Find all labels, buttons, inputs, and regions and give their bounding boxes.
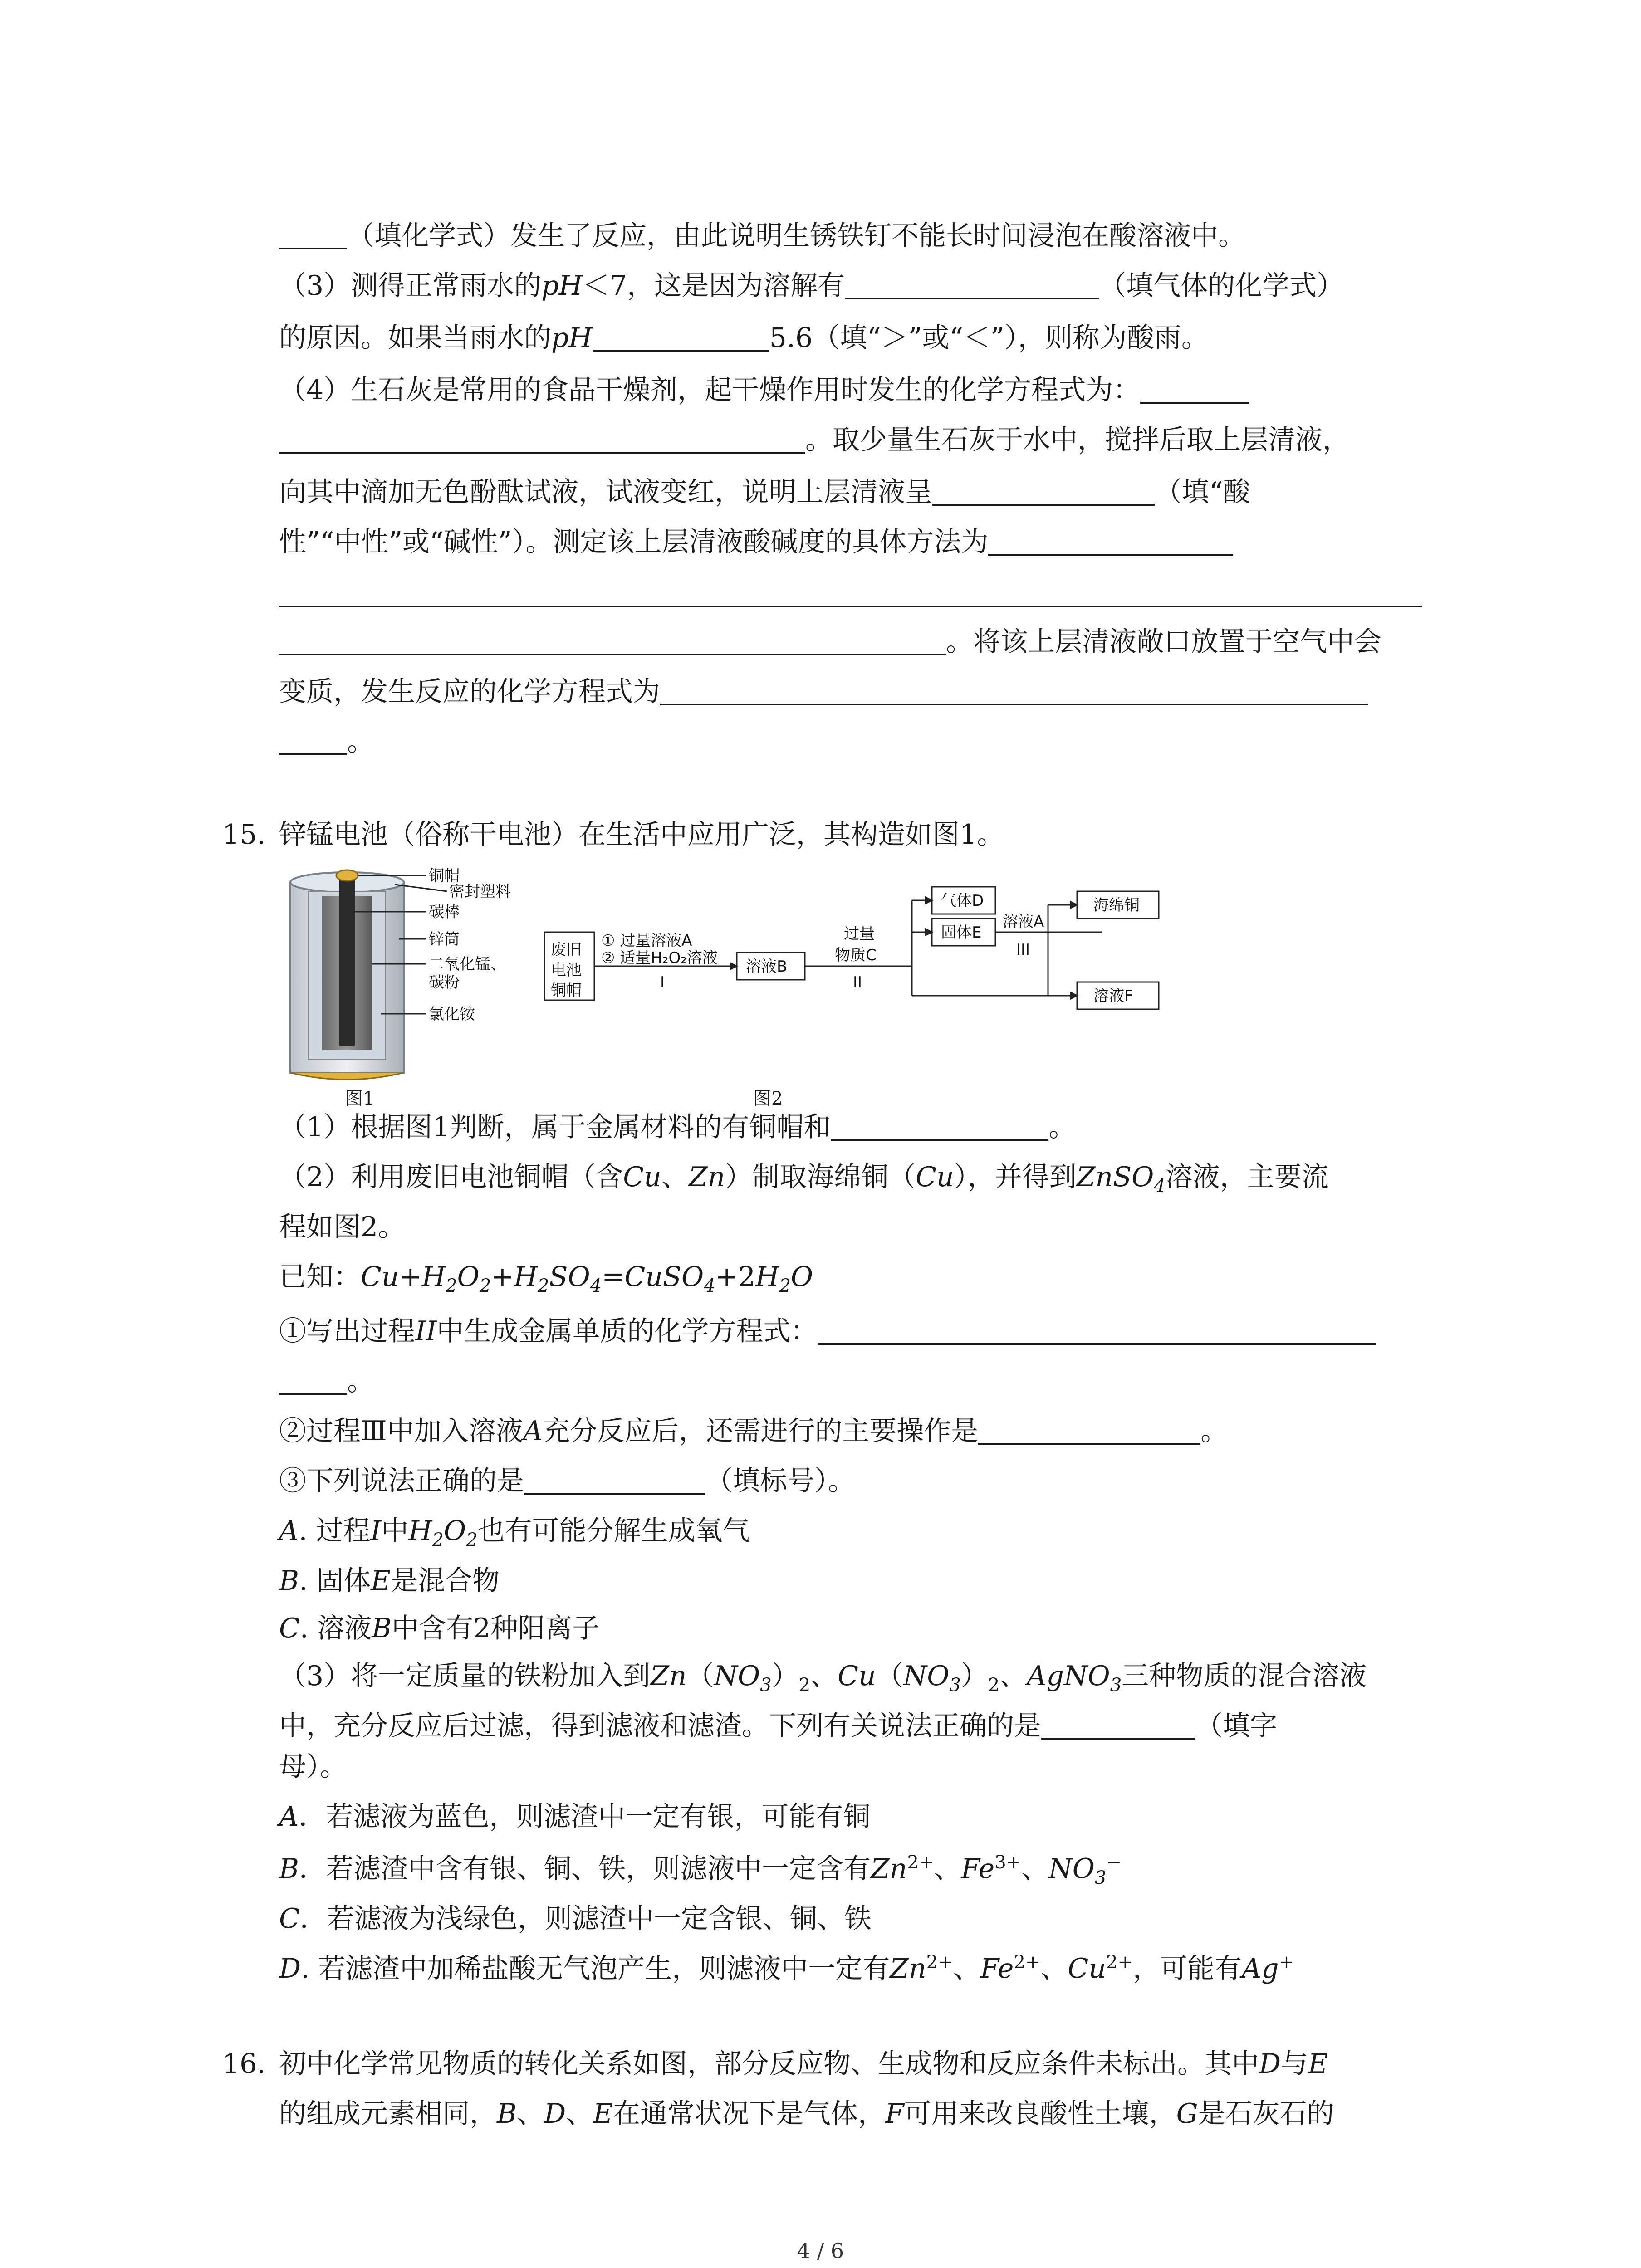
- answer-blank[interactable]: [831, 1109, 1048, 1141]
- label-sponge-copper: 海绵铜: [1093, 896, 1140, 914]
- base-plate: [290, 1073, 404, 1080]
- figure-1-caption: 图1: [345, 1088, 375, 1109]
- label-step3-solution-a: 溶液A: [1003, 913, 1044, 931]
- label-step2-substance-c: 物质C: [835, 946, 877, 964]
- answer-blank[interactable]: [279, 422, 805, 454]
- label-solid-e: 固体E: [941, 924, 982, 942]
- label-cap: 铜帽: [551, 982, 582, 1000]
- q14-line-5: 。取少量生石灰于水中，搅拌后取上层清液，: [279, 420, 1423, 460]
- label-step-2: II: [853, 973, 862, 992]
- label-step-1: I: [660, 973, 665, 992]
- option-a[interactable]: A. 过程I中$H_2O_2$也有可能分解生成氧气: [279, 1515, 750, 1550]
- label-ammonium-chloride: 氯化铵: [429, 1005, 475, 1023]
- answer-option-b[interactable]: B．若滤渣中含有银、铜、铁，则滤液中一定含有$Zn^{2+}$、$Fe^{3+}$、$NO_3^-$: [279, 1852, 1122, 1888]
- label-step-3: III: [1016, 941, 1030, 959]
- answer-option-d[interactable]: D. 若滤渣中加稀盐酸无气泡产生，则滤液中一定有$Zn^{2+}$、$Fe^{2+}$、$Cu^{2+}$，可能有Ag+: [279, 1952, 1294, 1984]
- label-carbon-powder: 碳粉: [429, 973, 460, 992]
- answer-blank[interactable]: [1041, 1708, 1195, 1740]
- q14-line-9: 。将该上层清液敞口放置于空气中会: [279, 621, 1423, 662]
- label-solution-b: 溶液B: [746, 958, 788, 976]
- q14-line-4: （4）生石灰是常用的食品干燥剂，起干燥作用时发生的化学方程式为：: [279, 370, 1423, 411]
- q14-line-1: （填化学式）发生了反应，由此说明生锈铁钉不能长时间浸泡在酸溶液中。: [279, 215, 1423, 256]
- label-step1-reagent-a: ① 过量溶液A: [601, 932, 692, 950]
- question-number: 15.: [222, 819, 266, 850]
- option-c[interactable]: C. 溶液B中含有2种阳离子: [279, 1613, 600, 1644]
- q14-line-10: 变质，发生反应的化学方程式为: [279, 671, 1423, 712]
- answer-blank[interactable]: [279, 723, 347, 755]
- q15-sub-3: ③下列说法正确的是 （填标号）。: [279, 1461, 1423, 1501]
- label-manganese-dioxide: 二氧化锰、: [429, 955, 506, 973]
- process-flow-chart: [544, 882, 1189, 1036]
- answer-blank[interactable]: [660, 674, 1368, 705]
- label-gas-d: 气体D: [941, 892, 984, 910]
- answer-blank[interactable]: [818, 1313, 1376, 1345]
- answer-blank[interactable]: [845, 268, 1099, 299]
- q14-line-7: 性”“中性”或“碱性”）。测定该上层清液酸碱度的具体方法为: [279, 522, 1423, 562]
- option-b[interactable]: B. 固体E是混合物: [279, 1565, 500, 1597]
- answer-blank[interactable]: [279, 624, 946, 655]
- answer-option-c[interactable]: C．若滤液为浅绿色，则滤渣中一定含银、铜、铁: [279, 1903, 872, 1935]
- q14-line-6: 向其中滴加无色酚酞试液，试液变红，说明上层清液呈 （填“酸: [279, 472, 1423, 513]
- label-solution-f: 溶液F: [1093, 987, 1133, 1005]
- q15-part-2: （2）利用废旧电池铜帽（含Cu、Zn）制取海绵铜（Cu），并得到ZnSO$_4$溶液，主要流: [279, 1161, 1329, 1197]
- label-step2-excess: 过量: [844, 925, 875, 943]
- q14-line-2: （3）测得正常雨水的pH＜7，这是因为溶解有 （填气体的化学式）: [279, 265, 1423, 306]
- q16-line-1: 初中化学常见物质的转化关系如图，部分反应物、生成物和反应条件未标出。其中D与E: [279, 2048, 1328, 2080]
- answer-line[interactable]: [279, 606, 1422, 607]
- answer-blank[interactable]: [978, 1413, 1200, 1445]
- q16-line-2: 的组成元素相同，B、D、E在通常状况下是气体，F可用来改良酸性土壤，G是石灰石的: [279, 2098, 1334, 2130]
- q15-sub-1: ①写出过程II中生成金属单质的化学方程式：: [279, 1311, 1423, 1352]
- question-number: 16.: [222, 2048, 266, 2080]
- carbon-rod: [339, 878, 355, 1046]
- answer-blank[interactable]: [932, 474, 1155, 506]
- q15-part-3-line-3: 母）。: [279, 1751, 347, 1783]
- q15-known-equation: 已知：$Cu+H_2O_2+H_2SO_4=CuSO_4+2H_2O$: [279, 1261, 813, 1296]
- battery-structure-figure: [277, 864, 567, 1086]
- figure-2-caption: 图2: [753, 1088, 783, 1109]
- answer-blank[interactable]: [279, 218, 347, 249]
- copper-cap: [336, 870, 358, 881]
- answer-blank[interactable]: [593, 320, 769, 352]
- q15-sub-1-cont: 。: [279, 1361, 1423, 1402]
- label-sealing-plastic: 密封塑料: [449, 883, 511, 901]
- q15-intro: 锌锰电池（俗称干电池）在生活中应用广泛，其构造如图1。: [279, 819, 1004, 850]
- answer-blank[interactable]: [524, 1463, 705, 1495]
- answer-blank[interactable]: [1140, 372, 1249, 404]
- label-zinc-can: 锌筒: [429, 930, 460, 948]
- q15-part-3: （3）将一定质量的铁粉加入到$Zn(NO_3)_2$、$Cu(NO_3)_2$、AgNO$_3$三种物质的混合溶液: [279, 1660, 1367, 1696]
- label-battery: 电池: [551, 961, 582, 979]
- q15-part-2-cont: 程如图2。: [279, 1211, 406, 1243]
- q15-part-3-line-2: 中，充分反应后过滤，得到滤液和滤渣。下列有关说法正确的是 （填字: [279, 1706, 1423, 1746]
- label-copper-cap: 铜帽: [429, 867, 460, 885]
- q14-line-3: 的原因。如果当雨水的pH 5.6（填“＞”或“＜”），则称为酸雨。: [279, 318, 1423, 358]
- answer-option-a[interactable]: A．若滤液为蓝色，则滤渣中一定有银，可能有铜: [279, 1801, 871, 1833]
- page-number: 4 / 6: [797, 2239, 844, 2263]
- answer-blank[interactable]: [988, 524, 1233, 556]
- label-old: 废旧: [551, 941, 582, 959]
- q14-line-11: 。: [279, 721, 1423, 762]
- q15-sub-2: ②过程Ⅲ中加入溶液A充分反应后，还需进行的主要操作是 。: [279, 1411, 1423, 1452]
- label-carbon-rod: 碳棒: [429, 903, 460, 921]
- label-step1-reagent-b: ② 适量H₂O₂溶液: [601, 949, 718, 967]
- q15-part-1: （1）根据图1判断，属于金属材料的有铜帽和 。: [279, 1107, 1423, 1148]
- answer-blank[interactable]: [279, 1363, 347, 1395]
